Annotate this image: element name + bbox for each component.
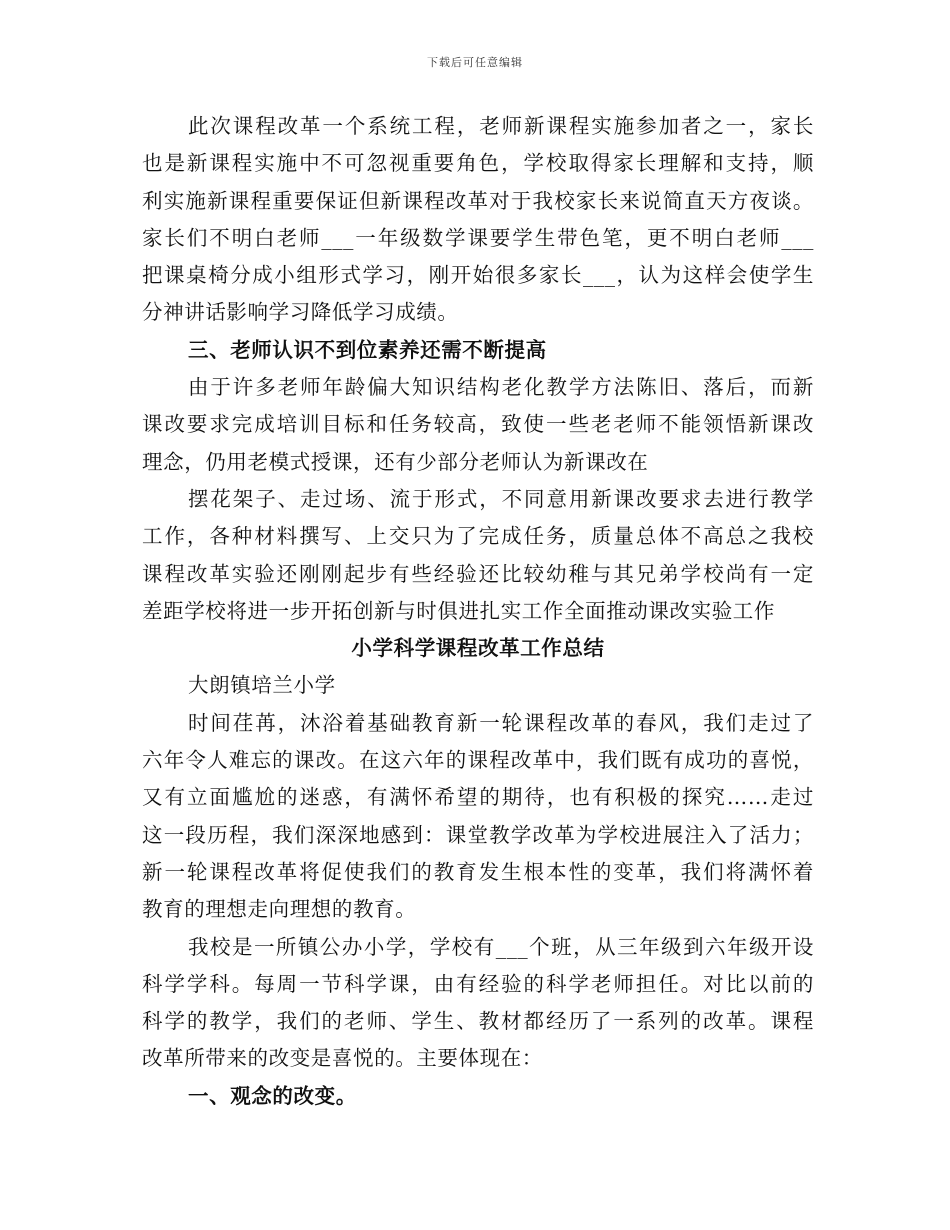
- text-line: 六年令人难忘的课改。在这六年的课程改革中，我们既有成功的喜悦，: [142, 748, 814, 773]
- text-line: 课程改革实验还刚刚起步有些经验还比较幼稚与其兄弟学校尚有一定: [142, 561, 814, 586]
- text-line: 分神讲话影响学习降低学习成绩。: [142, 300, 459, 325]
- text-line: 家长们不明白老师___一年级数学课要学生带色笔，更不明白老师___: [142, 225, 814, 250]
- document-title: 小学科学课程改革工作总结: [351, 636, 605, 661]
- text-line: 又有立面尴尬的迷惑，有满怀希望的期待，也有积极的探究……走过: [142, 785, 814, 810]
- text-line: 摆花架子、走过场、流于形式，不同意用新课改要求去进行教学: [188, 486, 814, 511]
- document-body: [142, 108, 814, 1115]
- section-heading: 三、老师认识不到位素养还需不断提高: [188, 337, 547, 362]
- text-line: 差距学校将进一步开拓创新与时俱进扎实工作全面推动课改实验工作: [142, 598, 775, 623]
- text-line: 新一轮课程改革将促使我们的教育发生根本性的变革，我们将满怀着: [142, 859, 814, 884]
- text-line: 科学学科。每周一节科学课，由有经验的科学老师担任。对比以前的: [142, 971, 814, 996]
- text-line: 大朗镇培兰小学: [188, 673, 336, 698]
- text-line: 科学的教学，我们的老师、学生、教材都经历了一系列的改革。课程: [142, 1009, 814, 1034]
- text-line: 由于许多老师年龄偏大知识结构老化教学方法陈旧、落后，而新: [188, 375, 814, 400]
- section-heading: 一、观念的改变。: [188, 1083, 357, 1108]
- text-line: 利实施新课程重要保证但新课程改革对于我校家长来说简直天方夜谈。: [142, 188, 814, 213]
- text-line: 课改要求完成培训目标和任务较高，致使一些老老师不能领悟新课改: [142, 412, 814, 437]
- text-line: 教育的理想走向理想的教育。: [142, 897, 417, 922]
- text-line: 理念，仍用老模式授课，还有少部分老师认为新课改在: [142, 449, 649, 474]
- text-line: 我校是一所镇公办小学，学校有___个班，从三年级到六年级开设: [188, 934, 814, 959]
- text-line: 这一段历程，我们深深地感到：课堂教学改革为学校进展注入了活力；: [142, 822, 814, 847]
- page-header: 下载后可任意编辑: [427, 56, 523, 69]
- text-line: 也是新课程实施中不可忽视重要角色，学校取得家长理解和支持，顺: [142, 151, 814, 176]
- text-line: 此次课程改革一个系统工程，老师新课程实施参加者之一，家长: [188, 114, 814, 138]
- text-line: 工作，各种材料撰写、上交只为了完成任务，质量总体不高总之我校: [142, 524, 814, 549]
- text-line: 时间荏苒，沐浴着基础教育新一轮课程改革的春风，我们走过了: [188, 710, 814, 735]
- text-line: 改革所带来的改变是喜悦的。主要体现在：: [142, 1046, 543, 1071]
- text-line: 把课桌椅分成小组形式学习，刚开始很多家长___，认为这样会使学生: [142, 263, 814, 288]
